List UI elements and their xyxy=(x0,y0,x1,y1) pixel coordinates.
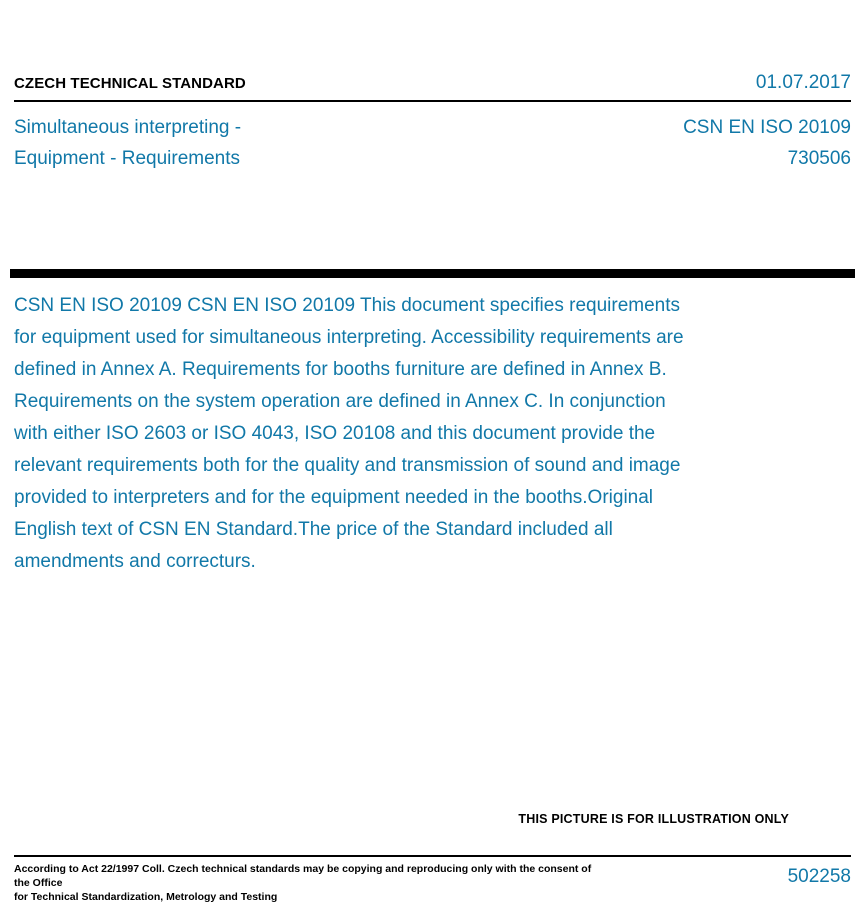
document-header xyxy=(14,72,851,94)
footer-divider xyxy=(14,855,851,857)
copyright-note-line-1: According to Act 22/1997 Coll. Czech technical standards may be copying and reproducing only with the consent of the Office xyxy=(14,863,592,889)
copyright-note-line-2: for Technical Standardization, Metrology and Testing xyxy=(14,891,278,903)
standard-title-line-1: Simultaneous interpreting - xyxy=(14,117,242,138)
abstract-text: CSN EN ISO 20109 CSN EN ISO 20109 This document specifies requirements for equipment used for simultaneous interpreting. Accessibility requirements are defined in Annex A. Requirements for booths furniture are defined in Annex B. Requirements on the system operation are defined in Annex C. In conjunction with either ISO 2603 or ISO 4043, ISO 20108 and this document provide the relevant requirements both for the quality and transmission of sound and image provided to interpreters and for the equipment needed in the booths.Original English text of CSN EN Standard.The price of the Standard included all amendments and correcturs. xyxy=(14,295,684,572)
illustration-notice: THIS PICTURE IS FOR ILLUSTRATION ONLY xyxy=(518,812,789,826)
standard-title-line-2: Equipment - Requirements xyxy=(14,148,240,169)
document-footer xyxy=(14,862,851,904)
copyright-note xyxy=(14,862,594,904)
standard-title xyxy=(14,112,241,174)
standard-type-label: CZECH TECHNICAL STANDARD xyxy=(14,75,246,92)
section-divider xyxy=(10,269,855,278)
publication-date: 01.07.2017 xyxy=(755,72,851,93)
standard-identifiers xyxy=(683,112,851,174)
title-block xyxy=(14,112,851,174)
header-divider xyxy=(14,100,851,102)
catalog-number: 502258 xyxy=(787,866,851,887)
standard-class-number: 730506 xyxy=(787,148,851,169)
standard-designation: CSN EN ISO 20109 xyxy=(683,117,851,138)
